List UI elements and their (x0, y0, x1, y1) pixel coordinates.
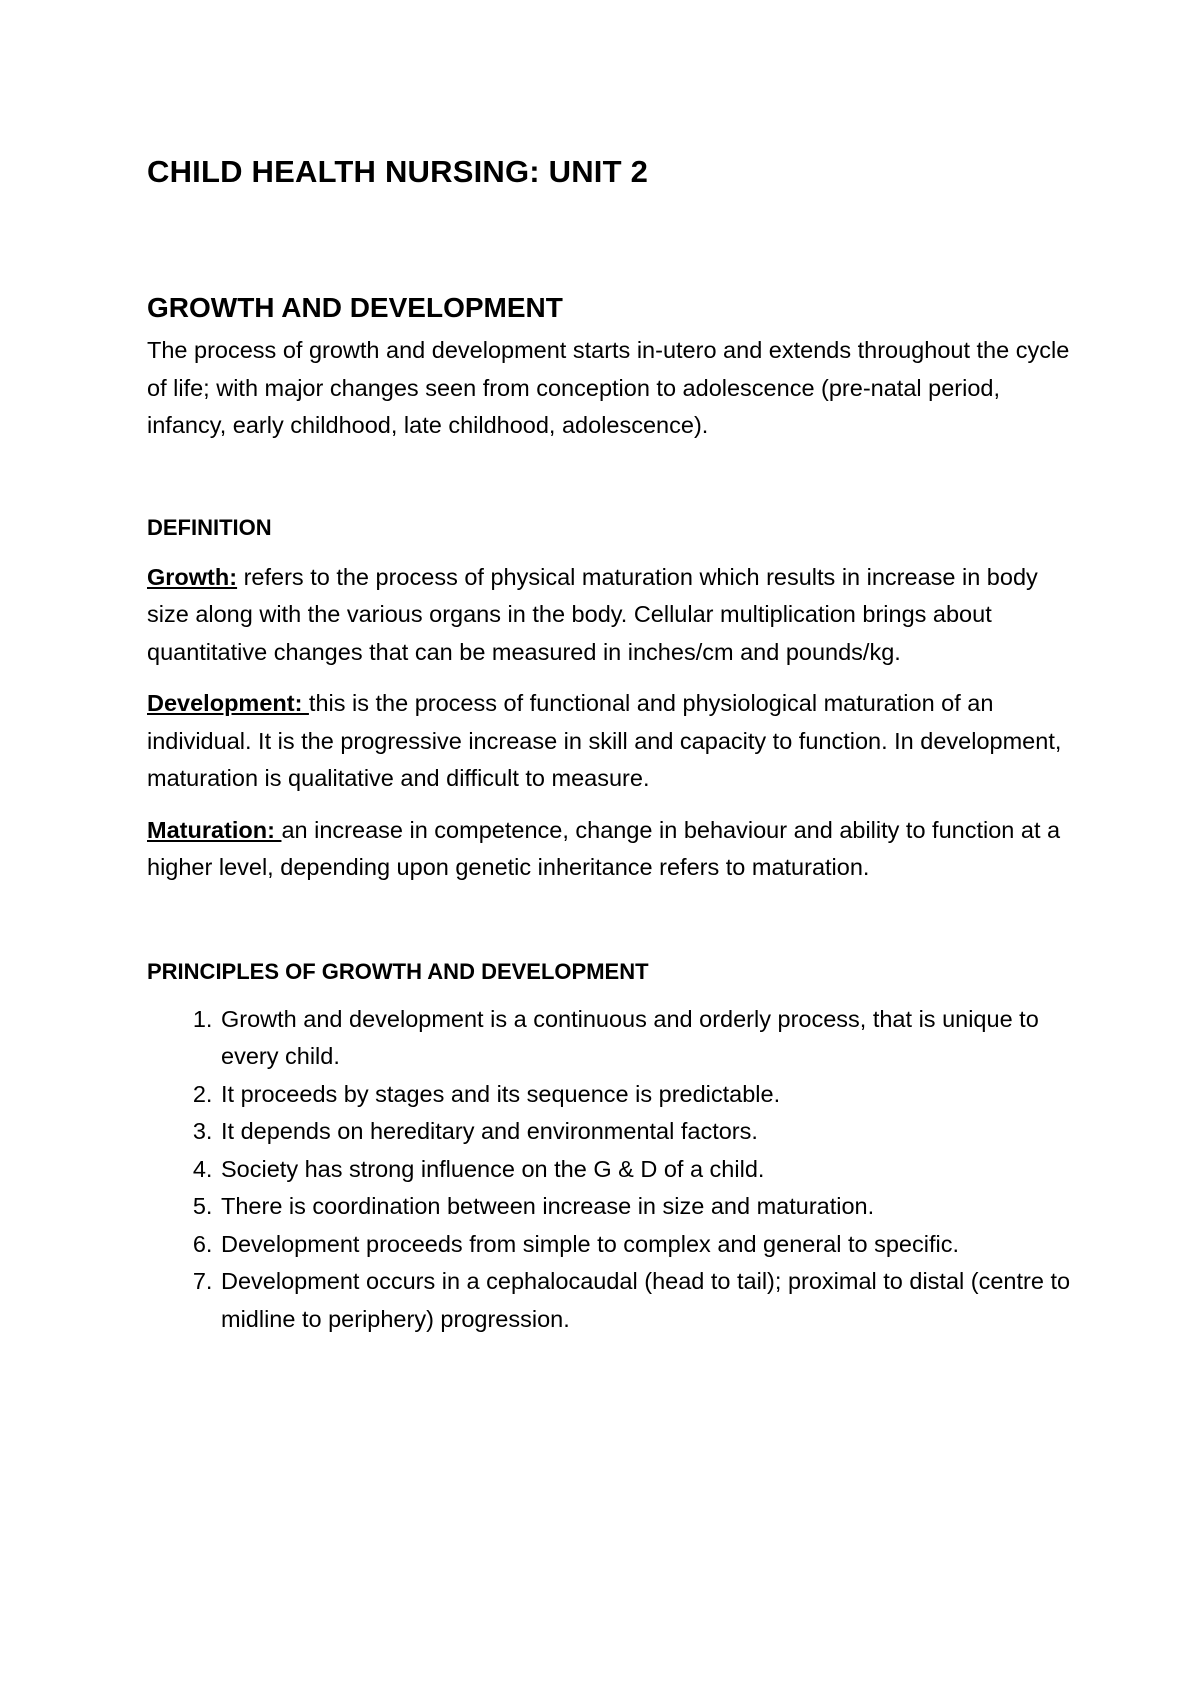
list-item: 3. It depends on hereditary and environmental factors. (219, 1113, 1077, 1151)
development-text: this is the process of functional and physiological maturation of an individual. It is the progressive increase in skill and capacity to function. In development, maturation is qualitative and difficult to measure. (147, 690, 1062, 791)
growth-development-heading: GROWTH AND DEVELOPMENT (147, 292, 563, 323)
document-body (147, 152, 1077, 1338)
growth-term: Growth: (147, 563, 238, 590)
growth-definition (147, 559, 1077, 672)
list-item: 7. Development occurs in a cephalocaudal (head to tail); proximal to distal (centre to midline to periphery) progression. (219, 1263, 1077, 1338)
list-item: 6. Development proceeds from simple to complex and general to specific. (219, 1226, 1077, 1264)
maturation-term: Maturation: (147, 816, 282, 843)
intro-paragraph: The process of growth and development starts in-utero and extends throughout the cycle of life; with major changes seen from conception to adolescence (pre-natal period, infancy, early childhood, late childhood, adolescence). (147, 337, 1070, 438)
list-item: 5. There is coordination between increase in size and maturation. (219, 1188, 1077, 1226)
principles-heading: PRINCIPLES OF GROWTH AND DEVELOPMENT (147, 958, 649, 984)
development-term: Development: (147, 690, 309, 716)
list-item: 2. It proceeds by stages and its sequence is predictable. (219, 1076, 1077, 1114)
list-item: 1. Growth and development is a continuous and orderly process, that is unique to every child. (219, 1001, 1077, 1076)
document-title: CHILD HEALTH NURSING: UNIT 2 (147, 154, 649, 189)
growth-text: refers to the process of physical maturation which results in increase in body size along with the various organs in the body. Cellular multiplication brings about quantitative changes that can be measured in inches/cm and pounds/kg. (147, 563, 1038, 665)
definition-heading: DEFINITION (147, 514, 272, 540)
principles-list (147, 1001, 1077, 1339)
maturation-definition (147, 812, 1077, 887)
list-item: 4. Society has strong influence on the G & D of a child. (219, 1151, 1077, 1189)
maturation-text: an increase in competence, change in behaviour and ability to function at a higher level, depending upon genetic inheritance refers to maturation. (147, 816, 1061, 880)
development-definition (147, 685, 1077, 798)
